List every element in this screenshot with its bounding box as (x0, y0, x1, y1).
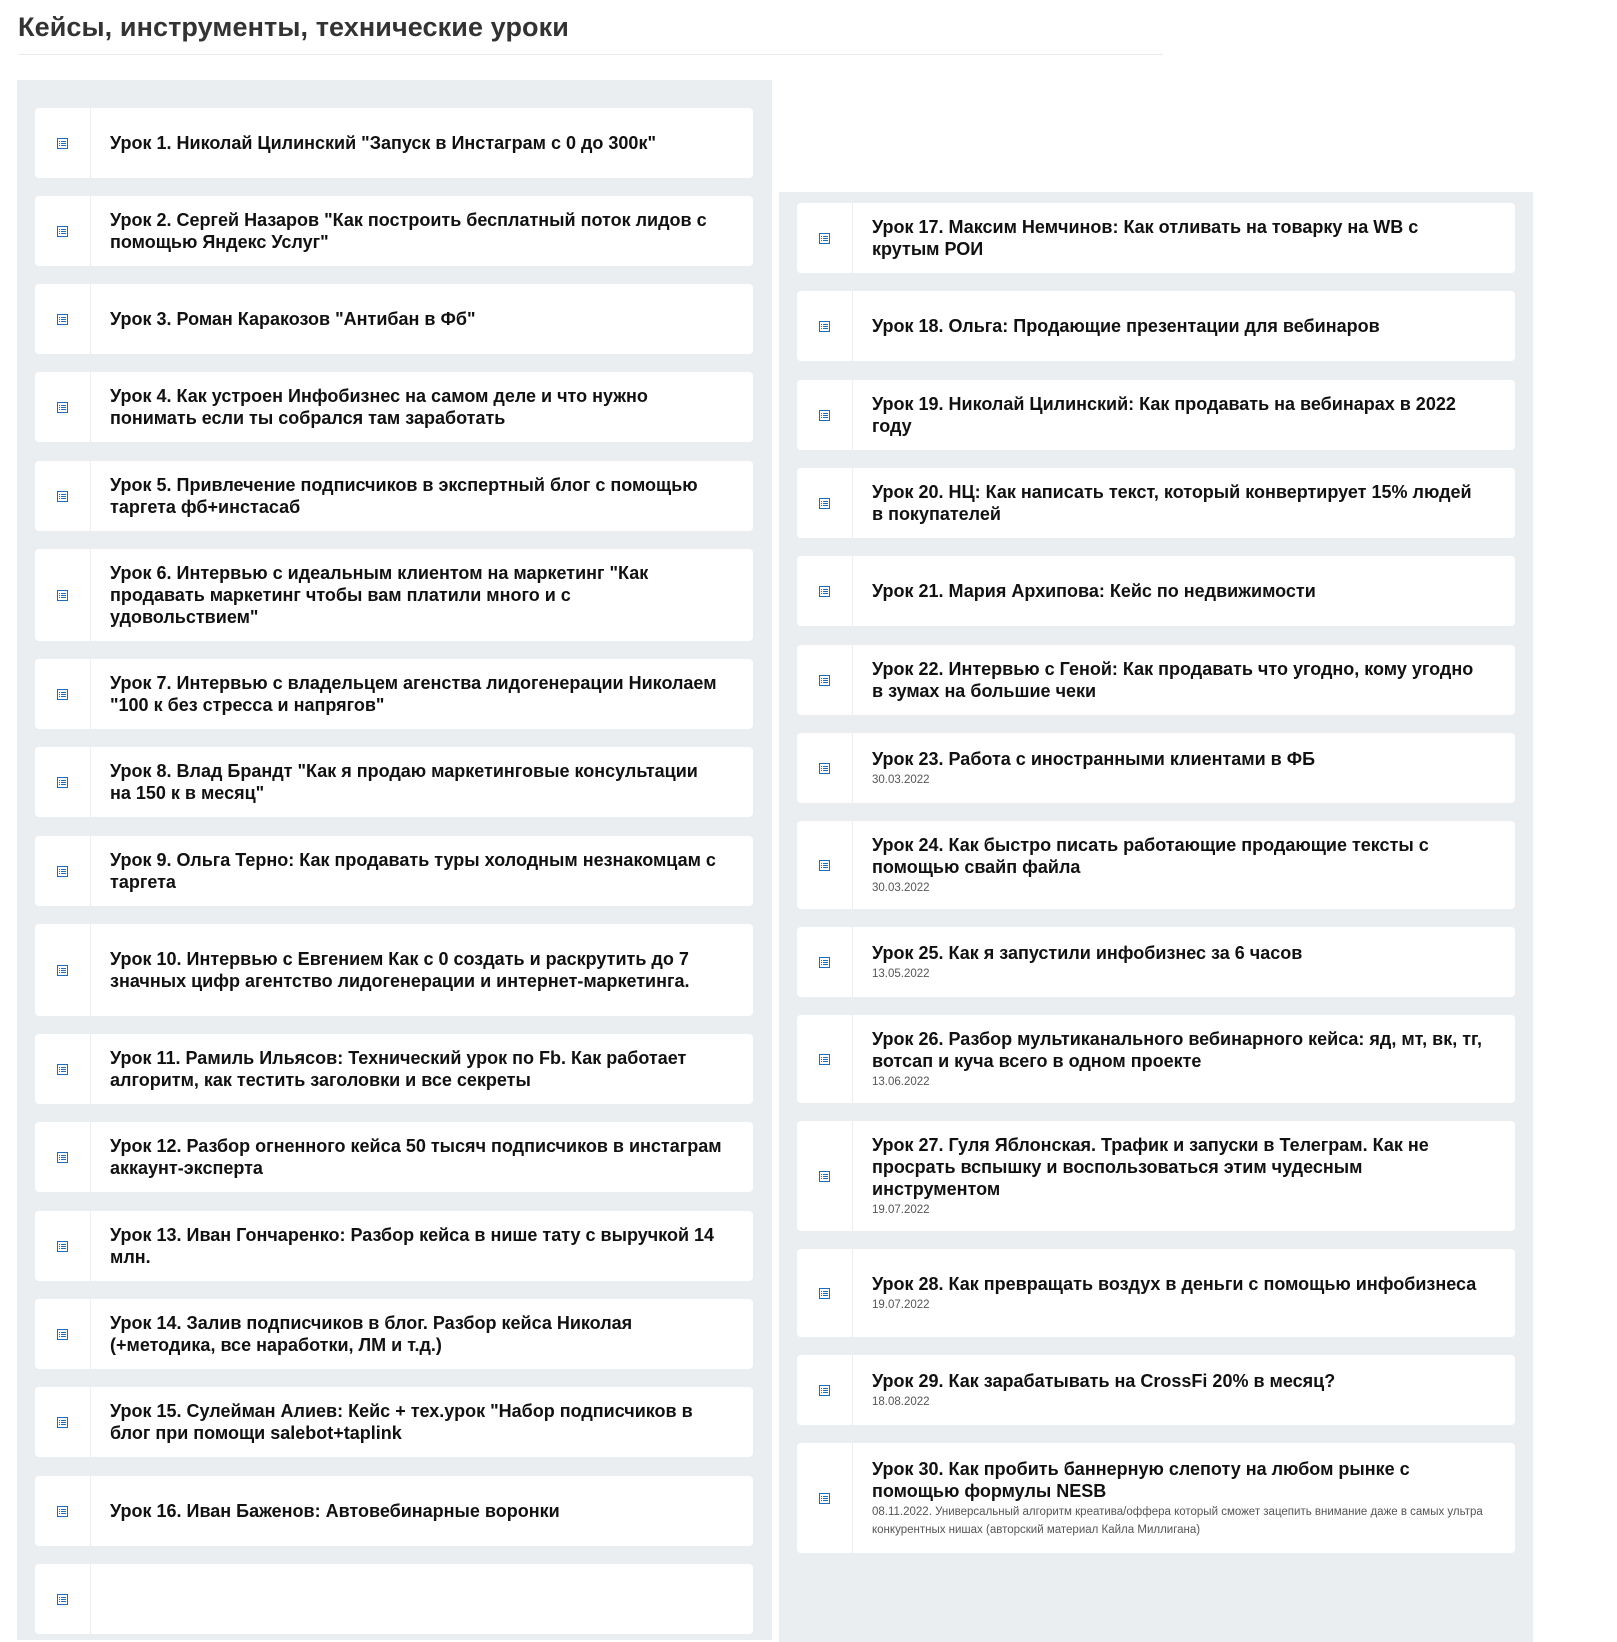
lesson-body (91, 1034, 753, 1104)
lesson-body (91, 747, 753, 817)
document-list-icon (57, 1064, 68, 1075)
lesson-card[interactable] (35, 196, 753, 266)
lesson-icon-cell (35, 924, 91, 1016)
lesson-body (853, 380, 1515, 450)
title-divider (18, 54, 1163, 55)
lesson-icon-cell (35, 836, 91, 906)
document-list-icon (819, 675, 830, 686)
lesson-card[interactable] (35, 1211, 753, 1281)
lesson-title[interactable]: Урок 28. Как превращать воздух в деньги с помощью инфобизнеса (872, 1273, 1477, 1294)
lesson-meta: 30.03.2022 (872, 773, 930, 786)
document-list-icon (57, 1594, 68, 1605)
lesson-title[interactable]: Урок 5. Привлечение подписчиков в экспертный блог с помощью таргета фб+инстасаб (110, 475, 698, 517)
document-list-icon (819, 233, 830, 244)
lesson-icon-cell (35, 372, 91, 442)
lesson-icon-cell (35, 284, 91, 354)
lesson-icon-cell (35, 461, 91, 531)
lesson-body (91, 1564, 753, 1634)
lesson-title[interactable]: Урок 3. Роман Каракозов "Антибан в Фб" (110, 309, 476, 329)
lesson-body (91, 372, 753, 442)
document-list-icon (57, 1329, 68, 1340)
lesson-meta: 13.06.2022 (872, 1075, 930, 1088)
document-list-icon (819, 1288, 830, 1299)
document-list-icon (57, 402, 68, 413)
lesson-title[interactable]: Урок 23. Работа с иностранными клиентами в ФБ (872, 748, 1316, 769)
lesson-body (91, 1476, 753, 1546)
lesson-body (853, 927, 1515, 997)
lesson-card[interactable] (35, 659, 753, 729)
lesson-body (853, 556, 1515, 626)
lesson-icon-cell (797, 291, 853, 361)
lesson-icon-cell (797, 645, 853, 715)
lesson-title[interactable]: Урок 7. Интервью с владельцем агенства лидогенерации Николаем "100 к без стресса и напрягов" (110, 673, 717, 715)
lesson-body (91, 108, 753, 178)
lesson-title[interactable]: Урок 1. Николай Цилинский "Запуск в Инстаграм с 0 до 300к" (110, 133, 656, 153)
lesson-title[interactable]: Урок 22. Интервью с Геной: Как продавать что угодно, кому угодно в зумах на большие чеки (872, 659, 1474, 701)
lesson-body (91, 1211, 753, 1281)
lesson-body (853, 203, 1515, 273)
lesson-icon-cell (35, 1034, 91, 1104)
lesson-title[interactable]: Урок 6. Интервью с идеальным клиентом на маркетинг "Как продавать маркетинг чтобы вам платили много и с удовольствием" (110, 563, 649, 627)
document-list-icon (57, 314, 68, 325)
lessons-column-left (17, 80, 772, 1640)
lesson-card[interactable] (35, 461, 753, 531)
lesson-card[interactable] (35, 747, 753, 817)
document-list-icon (57, 1152, 68, 1163)
lesson-body (91, 196, 753, 266)
lesson-title[interactable]: Урок 20. НЦ: Как написать текст, который конвертирует 15% людей в покупателей (872, 482, 1472, 524)
lesson-body (853, 468, 1515, 538)
lesson-title[interactable]: Урок 16. Иван Баженов: Автовебинарные воронки (110, 1501, 560, 1521)
document-list-icon (819, 860, 830, 871)
lesson-meta: 13.05.2022 (872, 967, 930, 980)
lesson-icon-cell (797, 1443, 853, 1553)
lesson-icon-cell (35, 549, 91, 641)
lesson-card[interactable] (797, 1121, 1515, 1231)
document-list-icon (819, 1171, 830, 1182)
lesson-title[interactable]: Урок 11. Рамиль Ильясов: Технический урок по Fb. Как работает алгоритм, как тестить заголовки и все секреты (110, 1048, 687, 1090)
lesson-title[interactable]: Урок 13. Иван Гончаренко: Разбор кейса в нише тату с выручкой 14 млн. (110, 1225, 715, 1267)
document-list-icon (57, 1241, 68, 1252)
lesson-body (853, 733, 1515, 803)
lesson-body (91, 924, 753, 1016)
lesson-body (91, 1299, 753, 1369)
lesson-icon-cell (797, 733, 853, 803)
document-list-icon (57, 1506, 68, 1517)
lesson-title[interactable]: Урок 9. Ольга Терно: Как продавать туры холодным незнакомцам с таргета (110, 850, 716, 892)
lesson-icon-cell (797, 1249, 853, 1337)
lesson-card[interactable] (35, 549, 753, 641)
lesson-icon-cell (35, 1387, 91, 1457)
lesson-body (853, 645, 1515, 715)
lesson-title[interactable]: Урок 18. Ольга: Продающие презентации для вебинаров (872, 316, 1380, 336)
lesson-body (91, 1122, 753, 1192)
lesson-card[interactable] (797, 733, 1515, 803)
document-list-icon (57, 226, 68, 237)
lesson-icon-cell (35, 747, 91, 817)
lesson-body (853, 821, 1515, 909)
lesson-title[interactable]: Урок 21. Мария Архипова: Кейс по недвижимости (872, 581, 1316, 601)
lesson-icon-cell (35, 108, 91, 178)
lesson-icon-cell (35, 1122, 91, 1192)
lesson-meta: 19.07.2022 (872, 1298, 930, 1311)
lesson-card[interactable] (797, 1249, 1515, 1337)
lesson-title[interactable]: Урок 19. Николай Цилинский: Как продавать на вебинарах в 2022 году (872, 394, 1456, 436)
lesson-title[interactable]: Урок 25. Как я запустили инфобизнес за 6 часов (872, 942, 1303, 963)
lesson-meta: 30.03.2022 (872, 881, 930, 894)
lesson-card[interactable] (797, 380, 1515, 450)
lesson-icon-cell (797, 203, 853, 273)
lesson-card[interactable] (797, 821, 1515, 909)
document-list-icon (819, 957, 830, 968)
lesson-icon-cell (797, 556, 853, 626)
document-list-icon (57, 965, 68, 976)
lesson-body (91, 461, 753, 531)
lesson-meta: 19.07.2022 (872, 1203, 930, 1216)
document-list-icon (819, 1493, 830, 1504)
lesson-card[interactable] (35, 1564, 753, 1634)
lesson-body (91, 659, 753, 729)
lesson-card[interactable] (797, 203, 1515, 273)
lesson-title[interactable]: Урок 15. Сулейман Алиев: Кейс + тех.урок "Набор подписчиков в блог при помощи salebot+taplink (110, 1401, 693, 1443)
lesson-icon-cell (35, 1476, 91, 1546)
lessons-column-right (779, 192, 1533, 1642)
lesson-icon-cell (797, 1015, 853, 1103)
lesson-card[interactable] (797, 645, 1515, 715)
lesson-body (853, 1355, 1515, 1425)
document-list-icon (819, 1385, 830, 1396)
lesson-title[interactable]: Урок 12. Разбор огненного кейса 50 тысяч подписчиков в инстаграм аккаунт-эксперта (110, 1136, 722, 1178)
lesson-icon-cell (797, 468, 853, 538)
lesson-title[interactable]: Урок 30. Как пробить баннерную слепоту на любом рынке с помощью формулы NESB (872, 1458, 1410, 1501)
lesson-body (853, 1015, 1515, 1103)
lesson-card[interactable] (35, 108, 753, 178)
lesson-body (91, 284, 753, 354)
lesson-body (853, 1443, 1515, 1553)
lesson-icon-cell (35, 659, 91, 729)
lesson-icon-cell (797, 380, 853, 450)
lesson-body (91, 1387, 753, 1457)
document-list-icon (57, 689, 68, 700)
lesson-card[interactable] (35, 1476, 753, 1546)
lesson-icon-cell (797, 927, 853, 997)
lesson-card[interactable] (35, 836, 753, 906)
lesson-icon-cell (797, 1355, 853, 1425)
lesson-title[interactable]: Урок 17. Максим Немчинов: Как отливать на товарку на WB с крутым РОИ (872, 217, 1419, 259)
lesson-card[interactable] (35, 372, 753, 442)
lesson-body (853, 291, 1515, 361)
lesson-icon-cell (35, 1564, 91, 1634)
lesson-body (91, 836, 753, 906)
page-title: Кейсы, инструменты, технические уроки (18, 12, 569, 42)
lesson-card[interactable] (797, 1015, 1515, 1103)
lesson-title[interactable]: Урок 14. Залив подписчиков в блог. Разбор кейса Николая (+методика, все наработки, ЛМ и т.д.) (110, 1313, 633, 1355)
lesson-title[interactable]: Урок 8. Влад Брандт "Как я продаю маркетинговые консультации на 150 к в месяц" (110, 761, 698, 803)
lesson-icon-cell (35, 1211, 91, 1281)
lesson-body (853, 1121, 1515, 1231)
lesson-card[interactable] (35, 924, 753, 1016)
document-list-icon (819, 498, 830, 509)
document-list-icon (819, 321, 830, 332)
lesson-card[interactable] (35, 1387, 753, 1457)
lesson-card[interactable] (35, 1299, 753, 1369)
lesson-card[interactable] (35, 1034, 753, 1104)
lesson-icon-cell (797, 1121, 853, 1231)
document-list-icon (57, 590, 68, 601)
lesson-icon-cell (797, 821, 853, 909)
lesson-title[interactable]: Урок 2. Сергей Назаров "Как построить бесплатный поток лидов с помощью Яндекс Услуг" (110, 210, 707, 252)
lesson-meta: 18.08.2022 (872, 1395, 930, 1408)
lesson-title[interactable]: Урок 4. Как устроен Инфобизнес на самом деле и что нужно понимать если ты собрался там заработать (110, 386, 648, 428)
document-list-icon (819, 410, 830, 421)
document-list-icon (57, 138, 68, 149)
lesson-card[interactable] (797, 1443, 1515, 1553)
document-list-icon (819, 763, 830, 774)
lesson-title[interactable]: Урок 10. Интервью с Евгением Как с 0 создать и раскрутить до 7 значных цифр агентство лидогенерации и интернет-маркетинга. (110, 949, 690, 991)
document-list-icon (57, 1417, 68, 1428)
lesson-body (853, 1249, 1515, 1337)
lesson-card[interactable] (35, 284, 753, 354)
lesson-title[interactable]: Урок 27. Гуля Яблонская. Трафик и запуски в Телеграм. Как не просрать вспышку и воспользоваться этим чудесным инструментом (872, 1134, 1429, 1199)
document-list-icon (819, 1054, 830, 1065)
document-list-icon (57, 491, 68, 502)
lesson-card[interactable] (797, 1355, 1515, 1425)
lesson-title[interactable]: Урок 29. Как зарабатывать на CrossFi 20% в месяц? (872, 1370, 1336, 1391)
lesson-card[interactable] (797, 556, 1515, 626)
lesson-body (91, 549, 753, 641)
lesson-icon-cell (35, 1299, 91, 1369)
lesson-card[interactable] (35, 1122, 753, 1192)
document-list-icon (819, 586, 830, 597)
document-list-icon (57, 866, 68, 877)
lesson-title[interactable]: Урок 24. Как быстро писать работающие продающие тексты с помощью свайп файла (872, 834, 1429, 877)
lesson-card[interactable] (797, 927, 1515, 997)
document-list-icon (57, 777, 68, 788)
lesson-card[interactable] (797, 468, 1515, 538)
lesson-icon-cell (35, 196, 91, 266)
lesson-card[interactable] (797, 291, 1515, 361)
lesson-meta: 08.11.2022. Универсальный алгоритм креатива/оффера который сможет зацепить внимание даже в самых ультра конкурентных нишах (авторский материал Кайла Миллигана) (872, 1505, 1483, 1536)
lesson-title[interactable]: Урок 26. Разбор мультиканального вебинарного кейса: яд, мт, вк, тг, вотсап и куча всего в одном проекте (872, 1028, 1482, 1071)
